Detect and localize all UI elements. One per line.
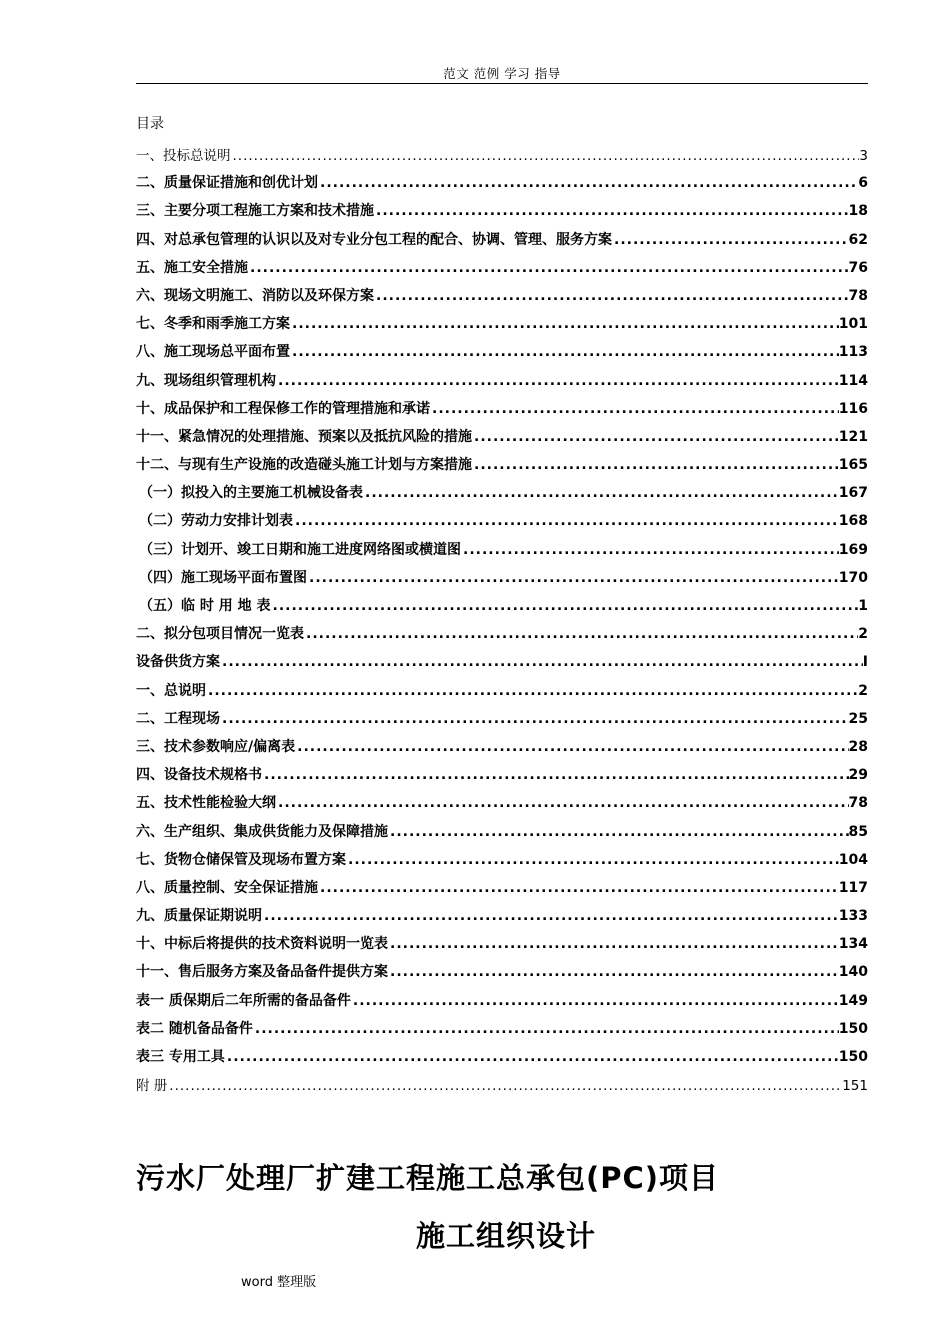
toc-entry-page-number: 121: [838, 428, 868, 445]
toc-entry[interactable]: [136, 370, 868, 398]
toc-entry-label: 十一、售后服务方案及备品备件提供方案: [136, 964, 388, 981]
toc-entry-page-number: 2: [858, 626, 868, 643]
document-subtitle: 施工组织设计: [416, 1219, 597, 1253]
toc-entry[interactable]: [136, 426, 868, 454]
toc-entry-label: 六、生产组织、集成供货能力及保障措施: [136, 823, 388, 840]
toc-entry-label: 四、设备技术规格书: [136, 767, 262, 784]
toc-entry-page-number: 170: [838, 569, 868, 586]
toc-entry-page-number: 113: [838, 344, 868, 361]
toc-entry-page-number: 25: [848, 710, 868, 727]
toc-dot-leader: [293, 513, 839, 529]
toc-entry[interactable]: [136, 623, 868, 651]
toc-title: 目录: [136, 116, 164, 132]
toc-dot-leader: [346, 852, 839, 868]
toc-entry-page-number: 28: [848, 738, 868, 755]
toc-entry-page-number: 3: [859, 148, 868, 164]
toc-dot-leader: [248, 260, 849, 276]
toc-dot-leader: [461, 542, 839, 558]
toc-entry-label: 十、成品保护和工程保修工作的管理措施和承诺: [136, 400, 430, 417]
toc-entry-page-number: 6: [858, 175, 868, 192]
toc-entry-page-number: 101: [838, 316, 868, 333]
toc-entry[interactable]: [136, 905, 868, 933]
document-title: 污水厂处理厂扩建工程施工总承包(PC)项目: [136, 1161, 720, 1195]
toc-entry[interactable]: [136, 482, 868, 510]
toc-entry-page-number: 165: [838, 457, 868, 474]
toc-dot-leader: [318, 175, 858, 191]
toc-entry-label: 十一、紧急情况的处理措施、预案以及抵抗风险的措施: [136, 428, 472, 445]
toc-entry-page-number: 116: [838, 400, 868, 417]
toc-entry-label: 设备供货方案: [136, 654, 220, 671]
toc-entry[interactable]: [136, 567, 868, 595]
toc-entry-page-number: 150: [838, 1020, 868, 1037]
toc-entry-label: 二、工程现场: [136, 710, 220, 727]
toc-entry[interactable]: [136, 172, 868, 200]
toc-entry[interactable]: [136, 849, 868, 877]
toc-entry-label: 二、拟分包项目情况一览表: [136, 626, 304, 643]
toc-entry[interactable]: [136, 1046, 868, 1074]
toc-entry-label: 九、质量保证期说明: [136, 908, 262, 925]
toc-entry-page-number: I: [862, 654, 868, 671]
toc-dot-leader: [253, 1021, 839, 1037]
toc-entry-page-number: 151: [842, 1078, 868, 1095]
toc-entry-label: 七、货物仓储保管及现场布置方案: [136, 851, 346, 868]
toc-entry-label: 九、现场组织管理机构: [136, 372, 276, 389]
toc-entry-page-number: 134: [838, 936, 868, 953]
toc-entry-page-number: 78: [848, 795, 868, 812]
toc-entry-page-number: 76: [848, 259, 868, 276]
toc-entry-label: 四、对总承包管理的认识以及对专业分包工程的配合、协调、管理、服务方案: [136, 231, 612, 248]
toc-dot-leader: [295, 739, 848, 755]
toc-dot-leader: [307, 570, 839, 586]
toc-dot-leader: [220, 654, 863, 670]
toc-dot-leader: [388, 824, 849, 840]
toc-entry-label: 表二 随机备品备件: [136, 1020, 253, 1037]
toc-entry-label: 十二、与现有生产设施的改造碰头施工计划与方案措施: [136, 457, 472, 474]
page-footer: word 整理版: [241, 1275, 317, 1290]
toc-entry-label: 十、中标后将提供的技术资料说明一览表: [136, 936, 388, 953]
toc-entry-label: 三、技术参数响应/偏离表: [136, 738, 296, 755]
toc-entry-page-number: 150: [838, 1049, 868, 1065]
toc-entry-page-number: 62: [848, 231, 868, 248]
toc-entry-page-number: 2: [858, 682, 868, 699]
toc-dot-leader: [271, 598, 859, 614]
toc-dot-leader: [290, 344, 839, 360]
toc-entry[interactable]: [136, 398, 868, 426]
toc-entry[interactable]: [136, 736, 868, 764]
page-header: 范文 范例 学习 指导: [443, 66, 561, 81]
toc-entry-label: 二、质量保证措施和创优计划: [136, 175, 318, 192]
toc-dot-leader: [231, 148, 860, 164]
toc-entry[interactable]: [136, 313, 868, 341]
toc-entry-page-number: 149: [838, 992, 868, 1009]
toc-entry[interactable]: [136, 792, 868, 820]
toc-entry-label: 三、主要分项工程施工方案和技术措施: [136, 203, 374, 220]
toc-entry-label: 附 册: [136, 1078, 168, 1095]
toc-entry-label: 七、冬季和雨季施工方案: [136, 316, 290, 333]
toc-dot-leader: [167, 1078, 842, 1094]
toc-entry[interactable]: [136, 933, 868, 961]
toc-dot-leader: [206, 683, 858, 699]
toc-entry-label: 一、总说明: [136, 682, 206, 699]
toc-entry[interactable]: [136, 651, 868, 679]
toc-dot-leader: [351, 993, 839, 1009]
toc-entry-label: 八、质量控制、安全保证措施: [136, 879, 318, 896]
header-divider: [136, 83, 868, 84]
toc-dot-leader: [225, 1049, 839, 1065]
toc-entry-page-number: 168: [838, 513, 868, 530]
toc-entry-page-number: 85: [848, 823, 868, 840]
toc-entry-page-number: 1: [858, 598, 868, 614]
toc-dot-leader: [430, 401, 839, 417]
toc-dot-leader: [388, 936, 839, 952]
toc-dot-leader: [220, 711, 849, 727]
toc-dot-leader: [363, 485, 839, 501]
toc-entry-page-number: 114: [838, 372, 868, 389]
toc-dot-leader: [388, 964, 839, 980]
toc-entry-label: 八、施工现场总平面布置: [136, 344, 290, 361]
toc-entry[interactable]: [136, 454, 868, 482]
toc-entry-label: 表一 质保期后二年所需的备品备件: [136, 992, 351, 1009]
toc-entry-label: 五、技术性能检验大纲: [136, 795, 276, 812]
toc-entry[interactable]: [136, 1074, 868, 1102]
toc-entry-page-number: 169: [838, 541, 868, 558]
toc-entry-label: 六、现场文明施工、消防以及环保方案: [136, 287, 374, 304]
toc-entry-page-number: 167: [838, 485, 868, 502]
toc-dot-leader: [472, 457, 839, 473]
toc-entry-label: （一）拟投入的主要施工机械设备表: [139, 485, 363, 502]
toc-entry-page-number: 133: [838, 908, 868, 925]
toc-entry[interactable]: [136, 680, 868, 708]
toc-dot-leader: [276, 795, 849, 811]
toc-entry[interactable]: [136, 229, 868, 257]
toc-entry[interactable]: [136, 341, 868, 369]
toc-entry[interactable]: [136, 990, 868, 1018]
toc-dot-leader: [262, 908, 839, 924]
toc-dot-leader: [612, 232, 849, 248]
toc-entry[interactable]: [136, 764, 868, 792]
toc-entry[interactable]: [136, 539, 868, 567]
toc-entry[interactable]: [136, 877, 868, 905]
toc-entry-page-number: 18: [848, 203, 868, 220]
toc-entry[interactable]: [136, 257, 868, 285]
toc-dot-leader: [318, 880, 839, 896]
toc-entry[interactable]: [136, 595, 868, 623]
toc-dot-leader: [374, 203, 849, 219]
toc-entry[interactable]: [136, 285, 868, 313]
toc-dot-leader: [290, 316, 839, 332]
toc-entry-label: （五）临 时 用 地 表: [139, 598, 271, 614]
toc-entry-label: （三）计划开、竣工日期和施工进度网络图或横道图: [139, 541, 461, 558]
toc-entry-label: 一、投标总说明: [136, 148, 231, 164]
toc-entry[interactable]: [136, 510, 868, 538]
toc-dot-leader: [472, 429, 839, 445]
toc-entry-page-number: 78: [848, 287, 868, 304]
toc-dot-leader: [374, 288, 849, 304]
toc-entry-label: 五、施工安全措施: [136, 259, 248, 276]
toc-dot-leader: [262, 767, 849, 783]
toc-entry[interactable]: [136, 144, 868, 172]
toc-entry-label: （二）劳动力安排计划表: [139, 513, 293, 530]
toc-entry-page-number: 140: [838, 964, 868, 981]
toc-dot-leader: [276, 373, 839, 389]
toc-entry[interactable]: [136, 821, 868, 849]
toc-entry[interactable]: [136, 1018, 868, 1046]
table-of-contents: [136, 144, 868, 1102]
toc-entry[interactable]: [136, 200, 868, 228]
toc-entry-label: （四）施工现场平面布置图: [139, 569, 307, 586]
toc-dot-leader: [304, 626, 858, 642]
toc-entry-page-number: 117: [838, 879, 868, 896]
toc-entry[interactable]: [136, 708, 868, 736]
toc-entry-page-number: 104: [838, 851, 868, 868]
toc-entry-page-number: 29: [848, 767, 868, 784]
toc-entry[interactable]: [136, 961, 868, 989]
toc-entry-label: 表三 专用工具: [136, 1049, 225, 1065]
